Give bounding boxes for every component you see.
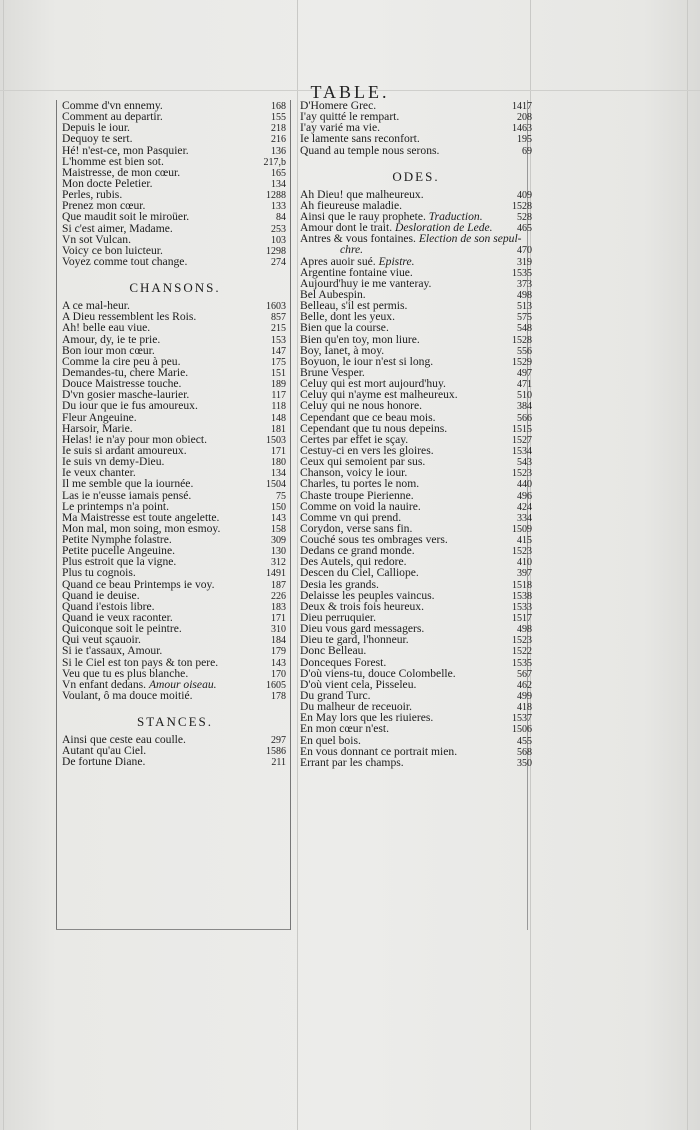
entry-title: Comme la cire peu à peu. [62, 354, 181, 368]
index-entry [300, 645, 532, 656]
page-number: 143 [271, 512, 286, 524]
page-number: 165 [271, 167, 286, 179]
entry-title: Voyez comme tout change. [62, 254, 188, 268]
entry-title: Brune Vesper. [300, 365, 365, 379]
page-number: 528 [517, 211, 532, 223]
entry-title: Deux & trois fois heureux. [300, 599, 424, 613]
page-number: 274 [271, 256, 286, 268]
page-number: 499 [517, 691, 532, 703]
page-number: 548 [517, 323, 532, 335]
page-number: 1504 [266, 479, 286, 491]
entry-title: Desia les grands. [300, 577, 379, 591]
entry-title: Comme d'vn ennemy. [62, 99, 163, 112]
page-number: 310 [271, 624, 286, 636]
page-number: 1534 [512, 445, 532, 457]
entry-title: Quand au temple nous serons. [300, 143, 440, 157]
page-number: 410 [517, 557, 532, 569]
page-number: 513 [517, 301, 532, 313]
page-number: 1535 [512, 267, 532, 279]
entry-title: Si le Ciel est ton pays & ton pere. [62, 655, 219, 669]
entry-title: Ie suis vn demy-Dieu. [62, 455, 165, 469]
entry-title: I'ay quitté le rempart. [300, 110, 400, 124]
index-entry [300, 244, 532, 255]
page-number: 415 [517, 535, 532, 547]
index-entry [300, 233, 532, 244]
entry-title: Celuy qui est mort aujourd'huy. [300, 377, 446, 391]
index-entry [300, 133, 532, 144]
page-number: 498 [517, 289, 532, 301]
entry-title: Ma Maistresse est toute angelette. [62, 510, 220, 524]
entry-title: Errant par les champs. [300, 755, 404, 769]
section-heading: ODES. [392, 168, 440, 184]
index-entry [300, 490, 532, 501]
column-rule [56, 929, 290, 930]
entry-title: Depuis le iour. [62, 121, 130, 135]
entry-title: Chaste troupe Pierienne. [300, 488, 414, 502]
index-entry [300, 757, 532, 768]
entry-title: D'où viens-tu, douce Colombelle. [300, 666, 456, 680]
page-number: 189 [271, 379, 286, 391]
section-heading: CHANSONS. [129, 280, 221, 296]
entry-title: Plus tu cognois. [62, 566, 136, 580]
entry-title: Cependant que ce beau mois. [300, 410, 436, 424]
entry-title: Belleau, s'il est permis. [300, 299, 408, 313]
column-rule [290, 100, 291, 930]
page-number: 208 [517, 112, 532, 124]
page-title: TABLE. [310, 82, 390, 102]
page-number: 543 [517, 457, 532, 469]
entry-title: Certes par effet ie sçay. [300, 432, 409, 446]
page-number: 155 [271, 112, 286, 124]
page-number: 1298 [266, 245, 286, 257]
entry-title: Donceques Forest. [300, 655, 387, 669]
entry-title: Comme vn qui prend. [300, 510, 402, 524]
entry-title: A ce mal-heur. [62, 299, 130, 313]
entry-title: Si ie t'assaux, Amour. [62, 644, 163, 658]
page-number: 1529 [512, 356, 532, 368]
section-spacer [300, 156, 532, 165]
page-number: 175 [271, 356, 286, 368]
index-entry [300, 400, 532, 411]
entry-title: Dequoy te sert. [62, 132, 133, 146]
page-number: 1523 [512, 468, 532, 480]
index-entry [300, 145, 532, 156]
entry-title: Plus estroit que la vigne. [62, 555, 177, 569]
entry-title: A Dieu ressemblent les Rois. [62, 310, 197, 324]
entry-title: Comment au departir. [62, 110, 163, 124]
page-number: 1535 [512, 657, 532, 669]
entry-title: Las ie n'eusse iamais pensé. [62, 488, 192, 502]
page-number: 75 [276, 490, 286, 502]
entry-title [300, 244, 363, 255]
page-number: 130 [271, 546, 286, 558]
index-entry [62, 211, 288, 222]
entry-title: Du malheur de receuoir. [300, 700, 413, 714]
entry-title: Antres & vous fontaines. Election de son sepul- [300, 232, 522, 246]
entry-title: Helas! ie n'ay pour mon obiect. [62, 432, 208, 446]
index-entry [62, 256, 288, 267]
entry-title: Corydon, verse sans fin. [300, 521, 413, 535]
page-number: 143 [271, 657, 286, 669]
page-number: 556 [517, 345, 532, 357]
entry-title: Prenez mon cœur. [62, 199, 146, 213]
entry-title: Perles, rubis. [62, 188, 123, 202]
entry-note: Traduction. [428, 209, 483, 223]
entry-note: Amour oiseau. [148, 677, 217, 691]
page-number: 253 [271, 223, 286, 235]
page-number: 1586 [266, 746, 286, 758]
page-number: 136 [271, 145, 286, 157]
entry-note: chre. [340, 243, 364, 257]
entry-title: Quand i'estois libre. [62, 599, 155, 613]
entry-title: Des Autels, qui redore. [300, 555, 407, 569]
page-number: 178 [271, 691, 286, 703]
entry-title: Bien que la course. [300, 321, 389, 335]
index-entry [62, 690, 288, 701]
page-number: 455 [517, 735, 532, 747]
page-number: 1506 [512, 724, 532, 736]
left-column [62, 100, 288, 768]
page-number: 440 [517, 479, 532, 491]
page-number: 1533 [512, 601, 532, 613]
entry-title: Apres auoir sué. Epistre. [300, 254, 415, 268]
page-number: 566 [517, 412, 532, 424]
entry-title: Maistresse, de mon cœur. [62, 165, 181, 179]
entry-title: Demandes-tu, chere Marie. [62, 365, 189, 379]
entry-title: Ainsi que le rauy prophete. Traduction. [300, 209, 483, 223]
page-number: 171 [271, 613, 286, 625]
entry-title: Hé! n'est-ce, mon Pasquier. [62, 143, 189, 157]
index-entry [62, 322, 288, 333]
page-number: 84 [276, 212, 286, 224]
page-number: 384 [517, 401, 532, 413]
entry-title: Argentine fontaine viue. [300, 265, 413, 279]
index-entry [300, 412, 532, 423]
entry-title: D'vn gosier masche-laurier. [62, 388, 190, 402]
entry-title: Petite Nymphe folastre. [62, 533, 172, 547]
entry-title: Belle, dont les yeux. [300, 310, 395, 324]
entry-title: Boyuon, le iour n'est si long. [300, 354, 434, 368]
entry-title: Cestuy-ci en vers les gloires. [300, 443, 434, 457]
page-number: 470 [517, 245, 532, 257]
page-number: 218 [271, 123, 286, 135]
page-number: 153 [271, 334, 286, 346]
index-entry [62, 400, 288, 411]
entry-title: Bien qu'en toy, mon liure. [300, 332, 420, 346]
entry-title: Quiconque soit le peintre. [62, 622, 182, 636]
page-number: 1523 [512, 546, 532, 558]
page-number: 462 [517, 679, 532, 691]
page-number: 496 [517, 490, 532, 502]
entry-title: Mon mal, mon soing, mon esmoy. [62, 521, 221, 535]
index-entry [62, 478, 288, 489]
entry-title: Ainsi que ceste eau coulle. [62, 733, 186, 747]
page-number: 103 [271, 234, 286, 246]
entry-title: Descen du Ciel, Calliope. [300, 566, 419, 580]
page-number: 409 [517, 189, 532, 201]
index-entry [62, 645, 288, 656]
right-column [300, 100, 532, 768]
entry-title: Boy, Ianet, à moy. [300, 343, 385, 357]
page-number: 1522 [512, 646, 532, 658]
entry-title: Ie suis si ardant amoureux. [62, 443, 187, 457]
page-number: 1515 [512, 423, 532, 435]
page-number: 373 [517, 278, 532, 290]
entry-title: Cependant que tu nous depeins. [300, 421, 448, 435]
entry-title: Quand ie veux raconter. [62, 611, 173, 625]
entry-title: Petite pucelle Angeuine. [62, 544, 176, 558]
page-number: 133 [271, 201, 286, 213]
entry-note: Epistre. [378, 254, 415, 268]
page-number: 148 [271, 412, 286, 424]
page-number: 150 [271, 501, 286, 513]
fold-line [297, 0, 298, 1130]
page-number: 1528 [512, 334, 532, 346]
entry-title: Du grand Turc. [300, 689, 371, 703]
page-number: 171 [271, 445, 286, 457]
entry-title: Celuy qui n'ayme est malheureux. [300, 388, 458, 402]
index-entry [300, 478, 532, 489]
page-number: 1603 [266, 301, 286, 313]
index-entry [300, 322, 532, 333]
page-number: 215 [271, 323, 286, 335]
entry-title: Bon iour mon cœur. [62, 343, 155, 357]
entry-title: Ie veux chanter. [62, 466, 136, 480]
index-entry [300, 567, 532, 578]
entry-title: Ah Dieu! que malheureux. [300, 187, 424, 201]
section-heading: STANCES. [137, 714, 213, 730]
entry-title: Couché sous tes ombrages vers. [300, 533, 448, 547]
page-number: 211 [271, 757, 286, 769]
entry-title: Que maudit soit le miroüer. [62, 210, 190, 224]
page-number: 187 [271, 579, 286, 591]
index-entry [300, 334, 532, 345]
page-number: 1523 [512, 635, 532, 647]
edge-line [3, 0, 4, 1130]
page-number: 1509 [512, 523, 532, 535]
entry-title: Ah! belle eau viue. [62, 321, 151, 335]
page-number: 1288 [266, 190, 286, 202]
section-spacer [62, 701, 288, 710]
page-number: 567 [517, 668, 532, 680]
entry-title: En quel bois. [300, 733, 361, 747]
entry-title: Dieu vous gard messagers. [300, 622, 425, 636]
page-number: 69 [522, 145, 532, 157]
page-number: 497 [517, 367, 532, 379]
page-number: 1417 [512, 101, 532, 112]
entry-title: D'Homere Grec. [300, 99, 377, 112]
page-number: 309 [271, 535, 286, 547]
page-number: 134 [271, 468, 286, 480]
index-entry [62, 490, 288, 501]
page-number: 1517 [512, 613, 532, 625]
index-entry [300, 723, 532, 734]
index-entry [62, 412, 288, 423]
page-number: 181 [271, 423, 286, 435]
page-number: 179 [271, 646, 286, 658]
index-entry [62, 334, 288, 345]
index-entry [62, 756, 288, 767]
page-number: 1538 [512, 590, 532, 602]
edge-line [687, 0, 688, 1130]
entry-title: Comme on void la nauire. [300, 499, 421, 513]
page-number: 319 [517, 256, 532, 268]
entry-title: Vn enfant dedans. Amour oiseau. [62, 677, 217, 691]
page-number: 568 [517, 746, 532, 758]
column-rule [56, 100, 57, 930]
page-number: 168 [271, 101, 286, 112]
entry-title: De fortune Diane. [62, 755, 146, 769]
page-number: 424 [517, 501, 532, 513]
entry-title: Dieu perruquier. [300, 611, 376, 625]
section-spacer [62, 267, 288, 276]
entry-title: Voulant, ô ma douce moitié. [62, 689, 193, 703]
page-number: 151 [271, 367, 286, 379]
entry-title: Aujourd'huy ie me vanteray. [300, 276, 432, 290]
page-number: 575 [517, 312, 532, 324]
entry-title: Si c'est aimer, Madame. [62, 221, 173, 235]
entry-title: Fleur Angeuine. [62, 410, 137, 424]
page-number: 195 [517, 134, 532, 146]
page-number: 1537 [512, 713, 532, 725]
page-number: 471 [517, 379, 532, 391]
page-number: 312 [271, 557, 286, 569]
entry-note: Desloration de Lede. [395, 221, 493, 235]
entry-title: Quand ce beau Printemps ie voy. [62, 577, 215, 591]
entry-title: Charles, tu portes le nom. [300, 477, 420, 491]
entry-title: Ah fieureuse maladie. [300, 198, 403, 212]
entry-title: Qui veut sçauoir. [62, 633, 141, 647]
entry-title: Mon docte Peletier. [62, 176, 153, 190]
page-number: 857 [271, 312, 286, 324]
index-entry [62, 133, 288, 144]
page-number: 180 [271, 457, 286, 469]
entry-title: En mon cœur n'est. [300, 722, 390, 736]
page-number: 418 [517, 702, 532, 714]
entry-title: Douce Maistresse touche. [62, 377, 182, 391]
entry-title: D'où vient cela, Pisseleu. [300, 677, 417, 691]
entry-title: Ie lamente sans reconfort. [300, 132, 420, 146]
entry-title: Celuy qui ne nous honore. [300, 399, 423, 413]
page-number: 1528 [512, 200, 532, 212]
entry-title: Autant qu'au Ciel. [62, 744, 147, 758]
page-number: 350 [517, 757, 532, 769]
page-number: 510 [517, 390, 532, 402]
entry-title: I'ay varié ma vie. [300, 121, 380, 135]
entry-title: Dieu te gard, l'honneur. [300, 633, 409, 647]
entry-title: Vn sot Vulcan. [62, 232, 131, 246]
page-number: 170 [271, 668, 286, 680]
entry-title: Bel Aubespin. [300, 287, 366, 301]
page-number: 1605 [266, 679, 286, 691]
page-number: 118 [271, 401, 286, 413]
page-number: 334 [517, 512, 532, 524]
page-number: 226 [271, 590, 286, 602]
entry-title: Amour dont le trait. Desloration de Lede. [300, 221, 493, 235]
entry-title: Voicy ce bon luicteur. [62, 243, 163, 257]
entry-title: Amour, dy, ie te prie. [62, 332, 161, 346]
entry-title: Dedans ce grand monde. [300, 544, 415, 558]
page-number: 1491 [266, 568, 286, 580]
entry-title: Donc Belleau. [300, 644, 367, 658]
entry-title: En May lors que les riuieres. [300, 711, 434, 725]
entry-title: En vous donnant ce portrait mien. [300, 744, 458, 758]
index-entry [62, 567, 288, 578]
page-number: 134 [271, 178, 286, 190]
entry-title: Harsoir, Marie. [62, 421, 133, 435]
entry-title: Quand ie deuise. [62, 588, 140, 602]
page-number: 297 [271, 735, 286, 747]
page-number: 465 [517, 223, 532, 235]
entry-title: Ceux qui semoient par sus. [300, 455, 426, 469]
page-number: 117 [271, 390, 286, 402]
page-number: 1503 [266, 434, 286, 446]
page-number: 1518 [512, 579, 532, 591]
page-number: 216 [271, 134, 286, 146]
entry-title: Il me semble que la iournée. [62, 477, 194, 491]
page-number: 147 [271, 345, 286, 357]
entry-note: Election de son sepul- [418, 232, 522, 246]
entry-title: Delaisse les peuples vaincus. [300, 588, 435, 602]
page-number: 184 [271, 635, 286, 647]
entry-title: Veu que tu es plus blanche. [62, 666, 189, 680]
entry-title: Du iour que ie fus amoureux. [62, 399, 198, 413]
entry-title: L'homme est bien sot. [62, 154, 164, 168]
entry-title: Le printemps n'a point. [62, 499, 170, 513]
page-number: 397 [517, 568, 532, 580]
page-number: 183 [271, 601, 286, 613]
page-number: 158 [271, 523, 286, 535]
page-number: 498 [517, 624, 532, 636]
page-number: 1463 [512, 123, 532, 135]
page-number: 217,b [263, 156, 286, 168]
entry-title: Chanson, voicy le iour. [300, 466, 408, 480]
page-number: 1527 [512, 434, 532, 446]
